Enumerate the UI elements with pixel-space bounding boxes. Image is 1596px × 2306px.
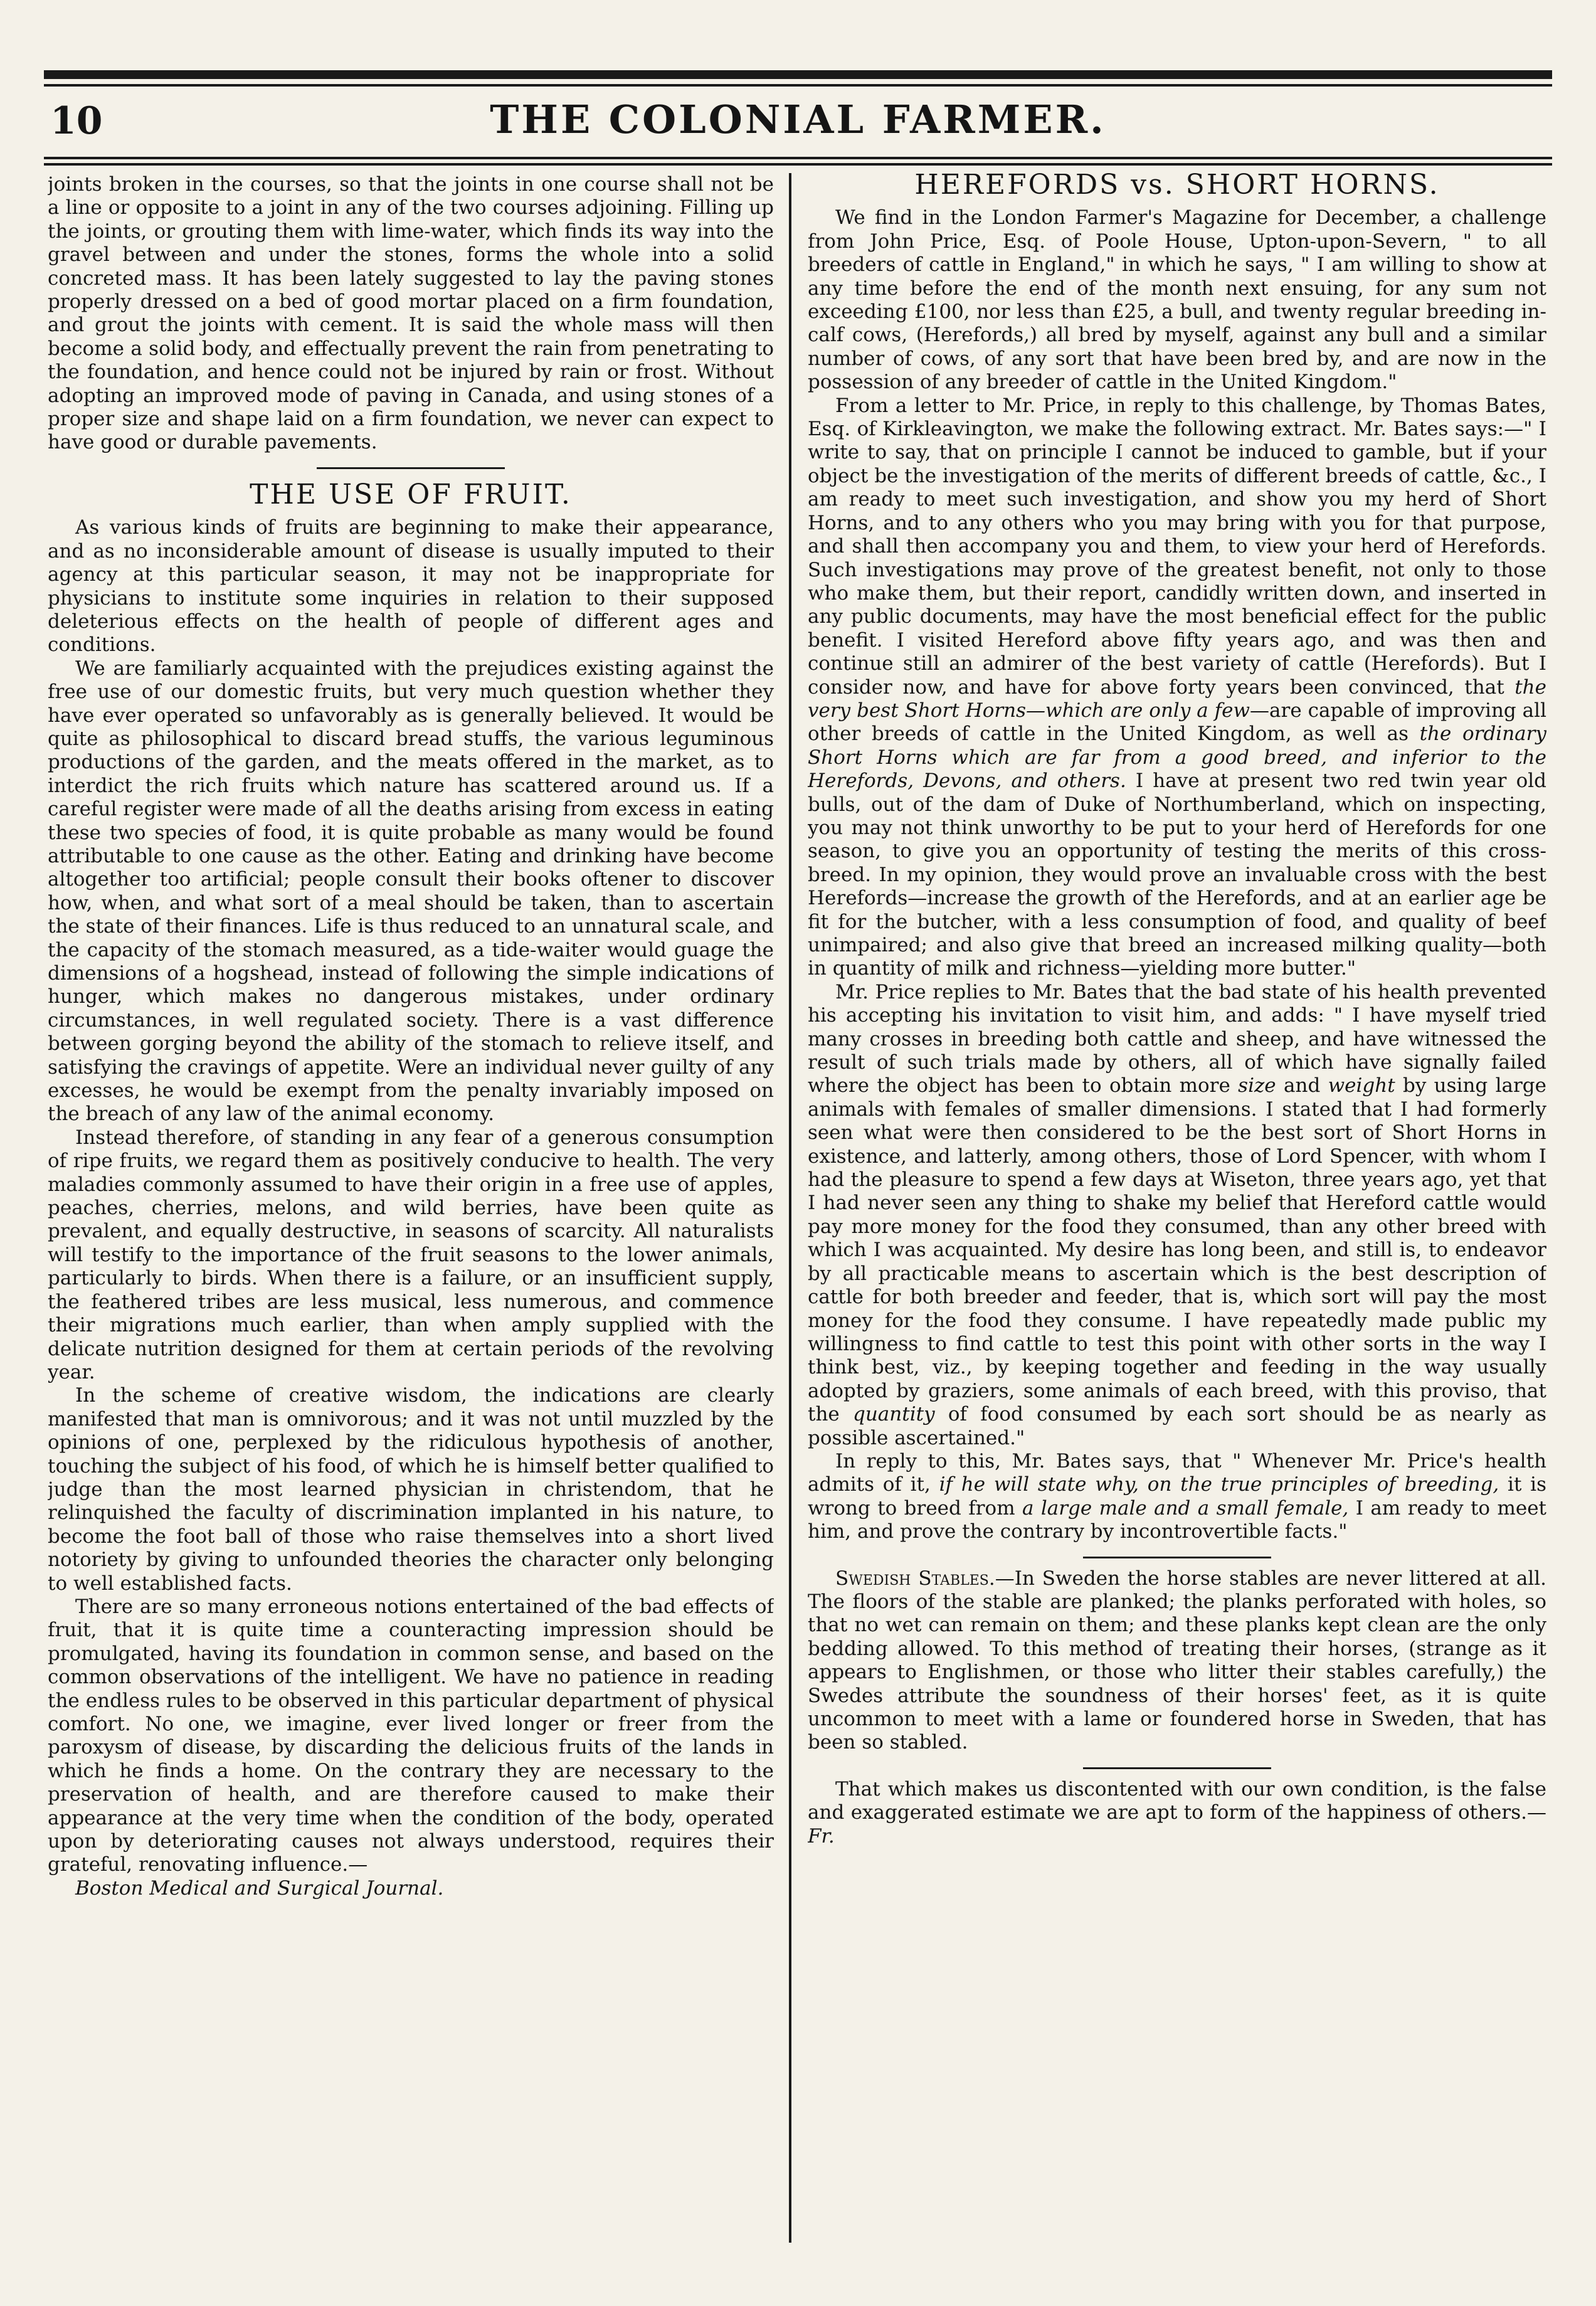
fruit-source-credit: Boston Medical and Surgical Journal. xyxy=(75,1876,444,1900)
herefords-paragraph-2 xyxy=(808,394,1546,981)
herefords-p2-emphasis-1: the very best Short Horns—which are only a few xyxy=(808,675,1546,722)
fruit-paragraph-2: We are familiarly acquainted with the prejudices existing against the free use of our domestic fruits, but very much question whether they have ever operated so unfavorably as is generally believed. It would be quite as philosophical to discard bread stuffs, the various leguminous productions of the garden, and the meats offered in the market, as to interdict the rich fruits which nature has scattered around us. If a careful register were made of all the deaths arising from excess in eating these two species of food, it is quite probable as many would be found attributable to one cause as the other. Eating and drinking have become altogether too artificial; people consult their books oftener to discover how, when, and what sort of a meal should be taken, than to ascertain the state of their finances. Life is thus reduced to an unnatural scale, and the capacity of the stomach measured, as a tide-waiter would guage the dimensions of a hogshead, instead of following the simple indications of hunger, which makes no dangerous mistakes, under ordinary circumstances, in well regulated society. There is a vast difference between gorging beyond the ability of the stomach to relieve itself, and satisfying the cravings of appetite. Were an individual never guilty of any excesses, he would be exempt from the penalty invariably imposed on the breach of any law of the animal economy. xyxy=(48,657,774,1126)
herefords-article-heading: HEREFORDS vs. SHORT HORNS. xyxy=(914,173,1440,201)
herefords-p2-emphasis-2: the ordinary Short Horns which are far from a good breed, and inferior to the Herefords, Devons, and others. xyxy=(808,722,1546,793)
herefords-p4-text-b: it is wrong to breed from xyxy=(808,1473,1546,1520)
column-divider xyxy=(789,173,791,2243)
herefords-p3-text-d: of food consumed by each sort should be as nearly as possible ascertained." xyxy=(808,1403,1546,1449)
herefords-p2-text-b: —are capable of improving all other breeds of cattle in the United Kingdom, as well as xyxy=(808,699,1546,746)
herefords-p4-emphasis-1: if he will state why, on the true principles of breeding, xyxy=(939,1473,1499,1496)
left-column xyxy=(48,173,774,2281)
herefords-p3-emphasis-weight: weight xyxy=(1328,1074,1395,1097)
herefords-p4-text-a: In reply to this, Mr. Bates says, that " Whenever Mr. Price's health admits of it, xyxy=(808,1449,1546,1496)
right-column xyxy=(808,173,1546,2281)
discontent-credit: Fr. xyxy=(808,1824,835,1848)
herefords-paragraph-4 xyxy=(808,1450,1546,1544)
herefords-paragraph-3 xyxy=(808,981,1546,1450)
masthead xyxy=(44,94,1552,151)
herefords-p3-emphasis-quantity: quantity xyxy=(853,1403,935,1426)
page-number: 10 xyxy=(50,99,103,143)
herefords-p2-text-a: From a letter to Mr. Price, in reply to this challenge, by Thomas Bates, Esq. of Kirkleavington, we make the following extract. Mr. Bates says:—" I write to say, that on principle I cannot be induced to gamble, but if your object be the investigation of the merits of different breeds of cattle, &c., I am ready to meet such investigation, and show you my herd of Short Horns, and to any others who you may bring with you for that purpose, and shall then accompany you and them, to view your herd of Herefords. Such investigations may prove of the greatest benefit, not only to those who make them, but their report, candidly written down, and inserted in any public documents, may have the most beneficial effect for the public benefit. I visited Hereford above fifty years ago, and was then and continue still an admirer of the best variety of cattle (Herefords). But I consider now, and have for above forty years been convinced, that xyxy=(808,394,1546,699)
fruit-paragraph-5: There are so many erroneous notions entertained of the bad effects of fruit, that it is quite time a counteracting impression should be promulgated, having its foundation in common sense, and based on the common observations of the intelligent. We have no patience in reading the endless rules to be observed in this particular department of physical comfort. No one, we imagine, ever lived longer or freer from the paroxysm of disease, by discarding the delicious fruits of the lands in which he finds a home. On the contrary they are necessary to the preservation of health, and are therefore caused to make their appearance at the very time when the condition of the body, operated upon by deteriorating causes not always understood, requires their grateful, renovating influence.— xyxy=(48,1595,774,1876)
herefords-p4-text-c: I am ready to meet him, and prove the contrary by incontrovertible facts." xyxy=(808,1496,1546,1543)
discontent-text: That which makes us discontented with our own condition, is the false and exaggerated estimate we are apt to form of the happiness of others.— xyxy=(808,1777,1546,1824)
swedish-stables-text: —In Sweden the horse stables are never littered at all. The floors of the stable are planked; the planks perforated with holes, so that no wet can remain on them; and these planks kept clean are the only bedding allowed. To this method of treating their horses, (strange as it appears to Englishmen, or those who litter their stables carefully,) the Swedes attribute the soundness of their horses' feet, as it is quite uncommon to meet with a lame or foundered horse in Sweden, that has been so stabled. xyxy=(808,1567,1546,1754)
swedish-stables-label: Swedish Stables. xyxy=(835,1567,995,1590)
herefords-p3-text-b: and xyxy=(1276,1074,1328,1097)
top-rule-thin xyxy=(44,84,1552,87)
discontent-paragraph xyxy=(808,1778,1546,1848)
herefords-paragraph-1: We find in the London Farmer's Magazine for December, a challenge from John Price, Esq. of Poole House, Upton-upon-Severn, " to all breeders of cattle in England," in which he says, " I am willing to show at any time before the end of the month next ensuing, for any sum not exceeding £100, nor less than £25, a bull, and twenty regular breeding in-calf cows, (Herefords,) all bred by myself, against any bull and a similar number of cows, of any sort that have been bred by, and are now in the possession of any breeder of cattle in the United Kingdom." xyxy=(808,206,1546,394)
article-separator xyxy=(317,467,505,469)
fruit-paragraph-3: Instead therefore, of standing in any fear of a generous consumption of ripe fruits, we regard them as positively conducive to health. The very maladies commonly assumed to have their origin in a free use of apples, peaches, cherries, melons, and wild berries, have been quite as prevalent, and equally destructive, in seasons of scarcity. All naturalists will testify to the importance of the fruit seasons to the lower animals, particularly to birds. When there is a failure, or an insufficient supply, the feathered tribes are less musical, less numerous, and commence their migrations much earlier, than when amply supplied with the delicate nutrition designed for them at certain periods of the revolving year. xyxy=(48,1126,774,1383)
herefords-p2-text-c: I have at present two red twin year old bulls, out of the dam of Duke of Northumberland, which on inspecting, you may not think unworthy to be put to your herd of Herefords for one season, to give you an opportunity of testing the merits of this cross-breed. In my opinion, they would prove an invaluable cross with the best Herefords—increase the growth of the Herefords, and at an earlier age be fit for the butcher, with a less consumption of food, and quality of beef unimpaired; and also give that breed an increased milking quality—both in quantity of milk and richness—yielding more butter." xyxy=(808,770,1546,980)
herefords-p3-text-c: by using large animals with females of smaller dimensions. I stated that I had formerly seen what were then considered to be the best sort of Short Horns in existence, and latterly, among others, those of Lord Spencer, with whom I had the pleasure to spend a few days at Wiseton, three years ago, yet that I had never seen any thing to shake my belief that Hereford cattle would pay more money for the food they consumed, than any other breed with which I was acquainted. My desire has long been, and still is, to endeavor by all practicable means to ascertain which is the best description of cattle for both breeder and feeder, that is, which sort will pay the most money for the food they consume. I have repeatedly made public my willingness to find cattle to test this point with other sorts in the way I think best, viz., by keeping together and feeding in the way usually adopted by graziers, some animals of each breed, with this proviso, that the xyxy=(808,1074,1546,1426)
fruit-paragraph-4: In the scheme of creative wisdom, the indications are clearly manifested that man is omnivorous; and it was not until muzzled by the opinions of one, perplexed by the ridiculous hypothesis of another, touching the subject of his food, of which he is himself better qualified to judge than the most learned physician in christendom, that he relinquished the faculty of discrimination implanted in his nature, to become the foot ball of those who raise themselves into a short lived notoriety by giving to unfounded theories the character only belonging to well established facts. xyxy=(48,1384,774,1595)
fruit-paragraph-1: As various kinds of fruits are beginning to make their appearance, and as no inconsiderable amount of disease is usually imputed to their agency at this particular season, it may not be inappropriate for physicians to institute some inquiries in relation to their supposed deleterious effects on the health of people of different ages and conditions. xyxy=(48,516,774,657)
herefords-p3-text-a: Mr. Price replies to Mr. Bates that the bad state of his health prevented his accepting his invitation to visit him, and adds: " I have myself tried many crosses in breeding both cattle and sheep, and have witnessed the result of such trials made by others, all of which have signally failed where the object has been to obtain more xyxy=(808,980,1546,1097)
fruit-article-heading: THE USE OF FRUIT. xyxy=(250,478,572,510)
herefords-p4-emphasis-2: a large male and a small female, xyxy=(1022,1496,1349,1520)
herefords-p3-emphasis-size: size xyxy=(1238,1074,1276,1097)
header-rule-second xyxy=(44,163,1552,166)
header-rule xyxy=(44,157,1552,159)
swedish-stables-paragraph xyxy=(808,1567,1546,1755)
article-separator-right-1 xyxy=(1083,1557,1271,1558)
top-rule-thick xyxy=(44,70,1552,79)
paper-title: THE COLONIAL FARMER. xyxy=(490,97,1106,142)
article-separator-right-2 xyxy=(1083,1767,1271,1769)
paving-continuation: joints broken in the courses, so that the joints in one course shall not be a line or opposite to a joint in any of the two courses adjoining. Filling up the joints, or grouting them with lime-water, which finds its way into the gravel between and under the stones, forms the whole into a solid concreted mass. It has been lately suggested to lay the paving stones properly dressed on a bed of good mortar placed on a firm foundation, and grout the joints with cement. It is said the whole mass will then become a solid body, and effectually prevent the rain from penetrating to the foundation, and hence could not be injured by rain or frost. Without adopting an improved mode of paving in Canada, and using stones of a proper size and shape laid on a firm foundation, we never can expect to have good or durable pavements. xyxy=(48,173,774,454)
